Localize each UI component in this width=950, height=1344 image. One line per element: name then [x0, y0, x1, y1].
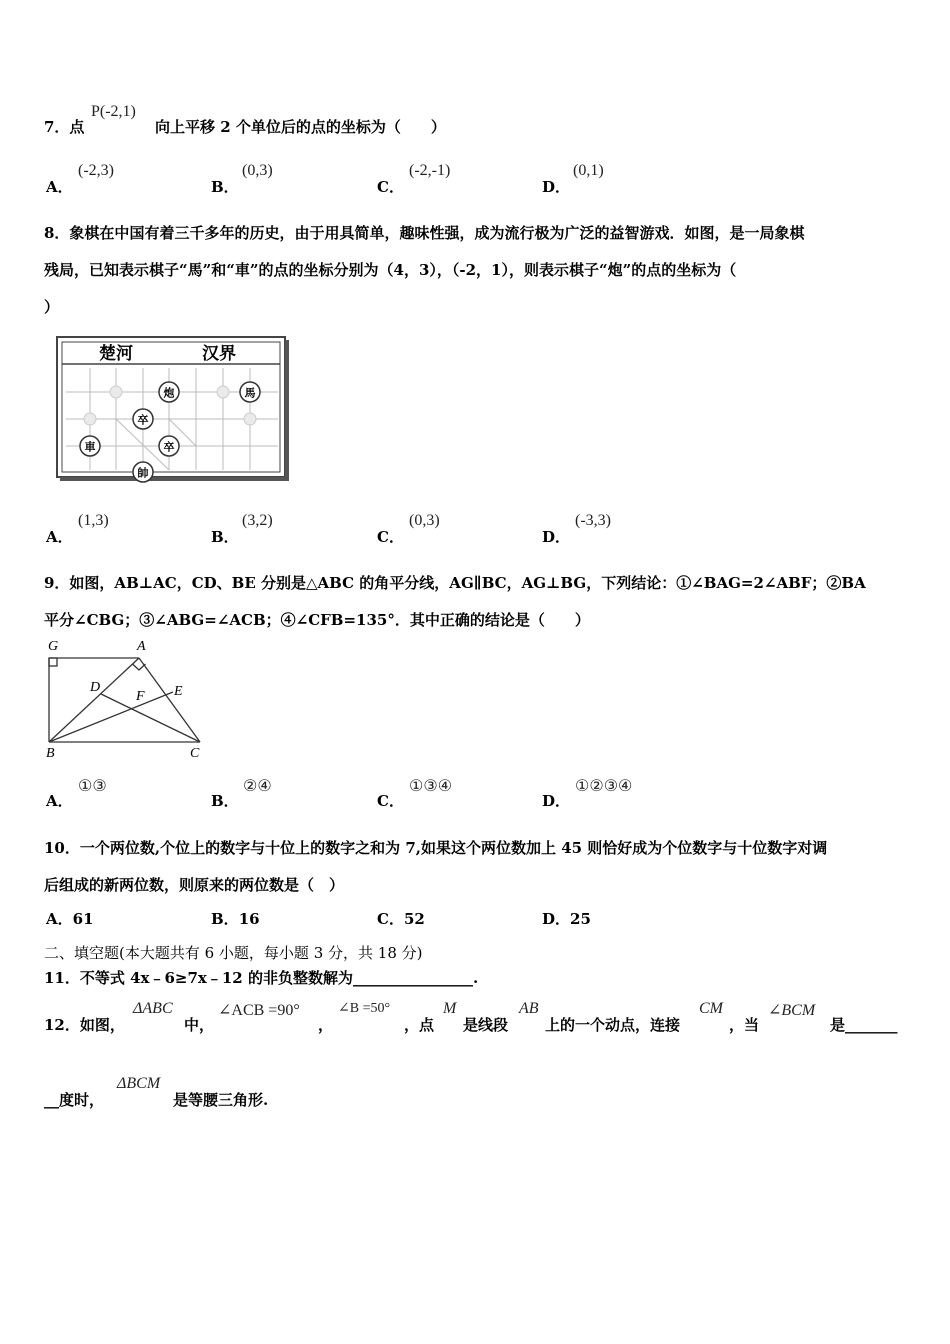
label-b: B	[46, 746, 55, 761]
q7-stem: 向上平移 2 个单位后的点的坐标为（ ）	[155, 118, 446, 136]
svg-text:卒: 卒	[137, 414, 149, 427]
q7-option-a-label: A．	[46, 178, 73, 196]
label-d: D	[90, 680, 101, 695]
chess-piece-shuai	[133, 462, 153, 482]
q10-option-c: C．52	[377, 910, 425, 928]
q8-option-b-label: B．	[211, 528, 239, 546]
q11-stem: 11．不等式 4x﹣6≥7x﹣12 的非负整数解为________________.	[44, 969, 479, 987]
svg-text:車: 車	[84, 441, 96, 454]
svg-text:馬: 馬	[244, 387, 256, 400]
label-g: G	[48, 639, 59, 654]
q9-option-a-value: ①③	[78, 778, 107, 795]
chess-piece-ju	[80, 436, 100, 456]
q12-math-triangle-bcm: ΔBCM	[117, 1075, 161, 1092]
q9-option-d-value: ①②③④	[575, 778, 633, 795]
q8-option-a-label: A．	[46, 528, 73, 546]
label-f: F	[136, 689, 145, 704]
label-c: C	[190, 746, 200, 761]
q12-math-angle-b: ∠B =50°	[338, 1001, 391, 1016]
q12-text-10: 是等腰三角形.	[173, 1091, 269, 1109]
chess-piece-zu-2	[159, 436, 179, 456]
board-title-left: 楚河	[99, 344, 133, 363]
q12-text-1: 12．如图，	[44, 1016, 125, 1034]
triangle-figure	[40, 636, 220, 762]
q10-option-a: A．61	[46, 910, 94, 928]
q7-option-b-value: (0,3)	[242, 162, 273, 179]
q7-option-c-value: (-2,-1)	[409, 162, 451, 179]
q12-text-7: ，当	[729, 1016, 760, 1034]
q12-math-angle-acb: ∠ACB =90°	[218, 1002, 300, 1019]
q9-option-c-label: C．	[377, 792, 404, 810]
q12-math-angle-bcm: ∠BCM	[768, 1002, 816, 1019]
q12-text-2: 中，	[184, 1016, 215, 1034]
q12-text-5: 是线段	[463, 1016, 509, 1034]
section-heading: 二、填空题(本大题共有 6 小题，每小题 3 分，共 18 分)	[44, 944, 423, 962]
chess-board-figure	[54, 334, 290, 484]
q12-text-3: ，	[318, 1016, 334, 1034]
q9-stem-line2: 平分∠CBG；③∠ABG=∠ACB；④∠CFB=135°．其中正确的结论是（ ）	[44, 611, 590, 629]
q10-stem-line1: 10．一个两位数,个位上的数字与十位上的数字之和为 7,如果这个两位数加上 45 则恰好成为个位数字与十位数字对调	[44, 839, 828, 857]
q7-option-c-label: C．	[377, 178, 404, 196]
q9-option-a-label: A．	[46, 792, 73, 810]
q7-option-b-label: B．	[211, 178, 239, 196]
label-a: A	[137, 639, 146, 654]
q10-option-d: D．25	[542, 910, 591, 928]
q7-option-a-value: (-2,3)	[78, 162, 114, 179]
label-e: E	[174, 684, 183, 699]
q12-text-4: ，点	[404, 1016, 435, 1034]
q12-text-8: 是_______	[830, 1016, 898, 1034]
q9-stem-line1: 9．如图，AB⊥AC，CD、BE 分别是△ABC 的角平分线，AG∥BC，AG⊥BG，下列结论：①∠BAG=2∠ABF；②BA	[44, 574, 866, 592]
svg-text:卒: 卒	[163, 441, 175, 454]
q12-math-cm: CM	[699, 1000, 723, 1017]
svg-text:炮: 炮	[163, 387, 175, 400]
q7-option-d-label: D．	[542, 178, 571, 196]
q8-option-d-label: D．	[542, 528, 571, 546]
q8-option-d-value: (-3,3)	[575, 512, 611, 529]
q7-number: 7．点	[44, 118, 85, 136]
q12-text-9: __度时，	[44, 1091, 105, 1109]
board-title-right: 汉界	[202, 344, 236, 363]
q7-point-p: P(-2,1)	[91, 103, 136, 120]
q9-option-c-value: ①③④	[409, 778, 453, 795]
q9-option-b-label: B．	[211, 792, 239, 810]
q8-stem-line1: 8．象棋在中国有着三千多年的历史，由于用具简单，趣味性强，成为流行极为广泛的益智游戏．如图，是一局象棋	[44, 224, 805, 242]
chess-piece-ma	[240, 382, 260, 402]
q8-option-c-label: C．	[377, 528, 404, 546]
q9-option-d-label: D．	[542, 792, 571, 810]
q8-option-a-value: (1,3)	[78, 512, 109, 529]
q8-stem-line2: 残局，已知表示棋子“馬”和“車”的点的坐标分别为（4，3），（-2，1），则表示棋子“炮”的点的坐标为（	[44, 261, 737, 279]
q12-text-6: 上的一个动点，连接	[545, 1016, 681, 1034]
svg-text:帥: 帥	[137, 467, 149, 480]
q8-option-c-value: (0,3)	[409, 512, 440, 529]
chess-piece-pao	[159, 382, 179, 402]
q12-math-ab: AB	[519, 1000, 539, 1017]
q12-math-m: M	[443, 1000, 457, 1017]
q8-option-b-value: (3,2)	[242, 512, 273, 529]
q9-option-b-value: ②④	[243, 778, 272, 795]
chess-piece-zu-1	[133, 409, 153, 429]
q12-math-triangle-abc: ΔABC	[133, 1000, 173, 1017]
q7-option-d-value: (0,1)	[573, 162, 604, 179]
q10-option-b: B．16	[211, 910, 260, 928]
q10-stem-line2: 后组成的新两位数，则原来的两位数是（ ）	[44, 876, 345, 894]
q8-stem-line3: ）	[44, 298, 60, 316]
